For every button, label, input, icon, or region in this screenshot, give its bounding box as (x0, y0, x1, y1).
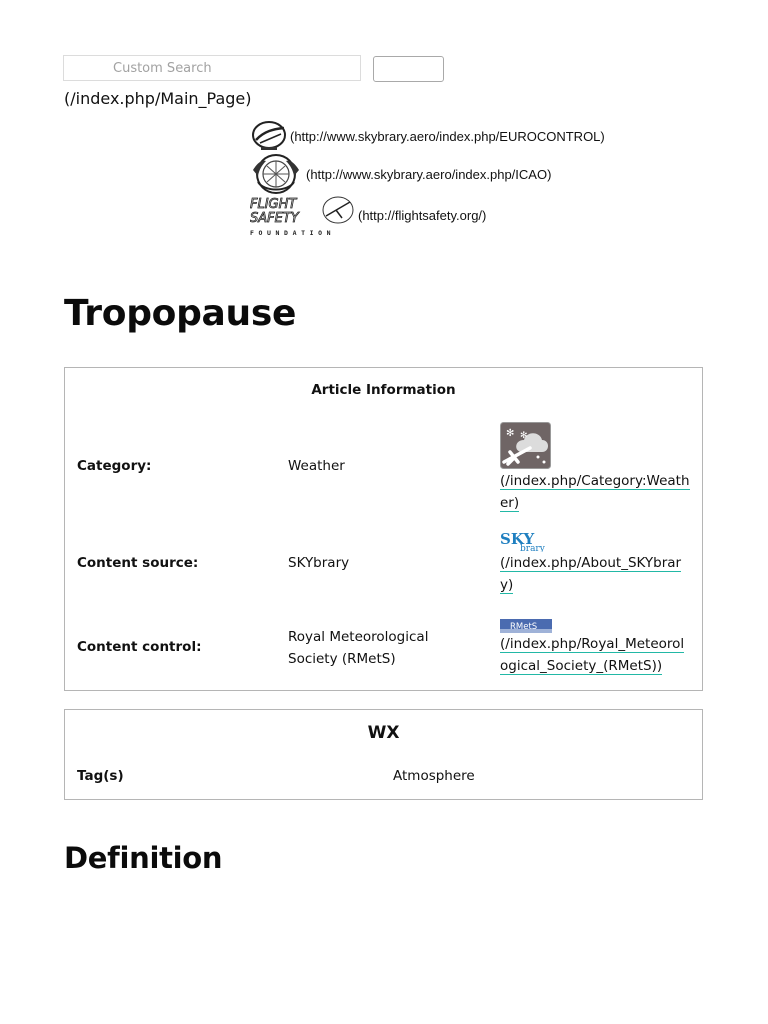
content-source-link[interactable] (500, 530, 692, 596)
category-link[interactable] (500, 422, 692, 514)
svg-text:✻: ✻ (520, 431, 528, 441)
tags-value: Atmosphere (393, 768, 475, 784)
flight-safety-foundation-logo-icon (250, 194, 356, 236)
skybrary-logo-main: SKY (500, 530, 535, 548)
icao-url: (http://www.skybrary.aero/index.php/ICAO) (306, 166, 552, 182)
flight-safety-foundation-link[interactable] (250, 194, 486, 236)
eurocontrol-link[interactable] (250, 121, 605, 151)
rmets-logo-text: RMetS (510, 622, 538, 632)
content-control-link-text: (/index.php/Royal_Meteorological_Society_(RMetS)) (500, 636, 685, 674)
skybrary-logo-icon (500, 530, 554, 552)
weather-category-icon (500, 422, 552, 470)
skybrary-logo-sub: brary (520, 544, 545, 552)
definition-heading: Definition (64, 841, 223, 875)
content-control-label: Content control: (77, 639, 202, 655)
content-source-label: Content source: (77, 555, 199, 571)
main-page-link[interactable]: (/index.php/Main_Page) (64, 89, 252, 108)
category-label: Category: (77, 458, 152, 474)
eurocontrol-logo-icon (250, 121, 288, 151)
article-information-box (64, 367, 703, 691)
fsf-logo-line3: FOUNDATION (250, 229, 336, 236)
article-information-title: Article Information (311, 382, 456, 398)
fsf-logo-line1: FLIGHT (250, 197, 297, 212)
tags-box-title: WX (367, 723, 400, 743)
icao-link[interactable] (250, 152, 551, 196)
svg-text:✻: ✻ (506, 428, 515, 439)
icao-logo-icon (250, 152, 304, 196)
category-link-text: (/index.php/Category:Weather) (500, 473, 690, 511)
tags-box (64, 709, 703, 800)
page-title: Tropopause (64, 293, 297, 334)
search-button[interactable] (373, 56, 444, 82)
content-control-value: Royal Meteorological Society (RMetS) (288, 629, 429, 667)
category-value: Weather (288, 458, 345, 474)
tags-label: Tag(s) (77, 768, 124, 784)
search-input[interactable] (63, 55, 361, 81)
fsf-logo-line2: SAFETY (250, 211, 299, 226)
eurocontrol-url: (http://www.skybrary.aero/index.php/EUROCONTROL) (290, 128, 605, 144)
content-source-link-text: (/index.php/About_SKYbrary) (500, 555, 682, 593)
rmets-logo-icon (500, 619, 552, 633)
content-control-link[interactable] (500, 619, 692, 677)
content-source-value: SKYbrary (288, 555, 350, 571)
flight-safety-foundation-url: (http://flightsafety.org/) (358, 207, 487, 223)
